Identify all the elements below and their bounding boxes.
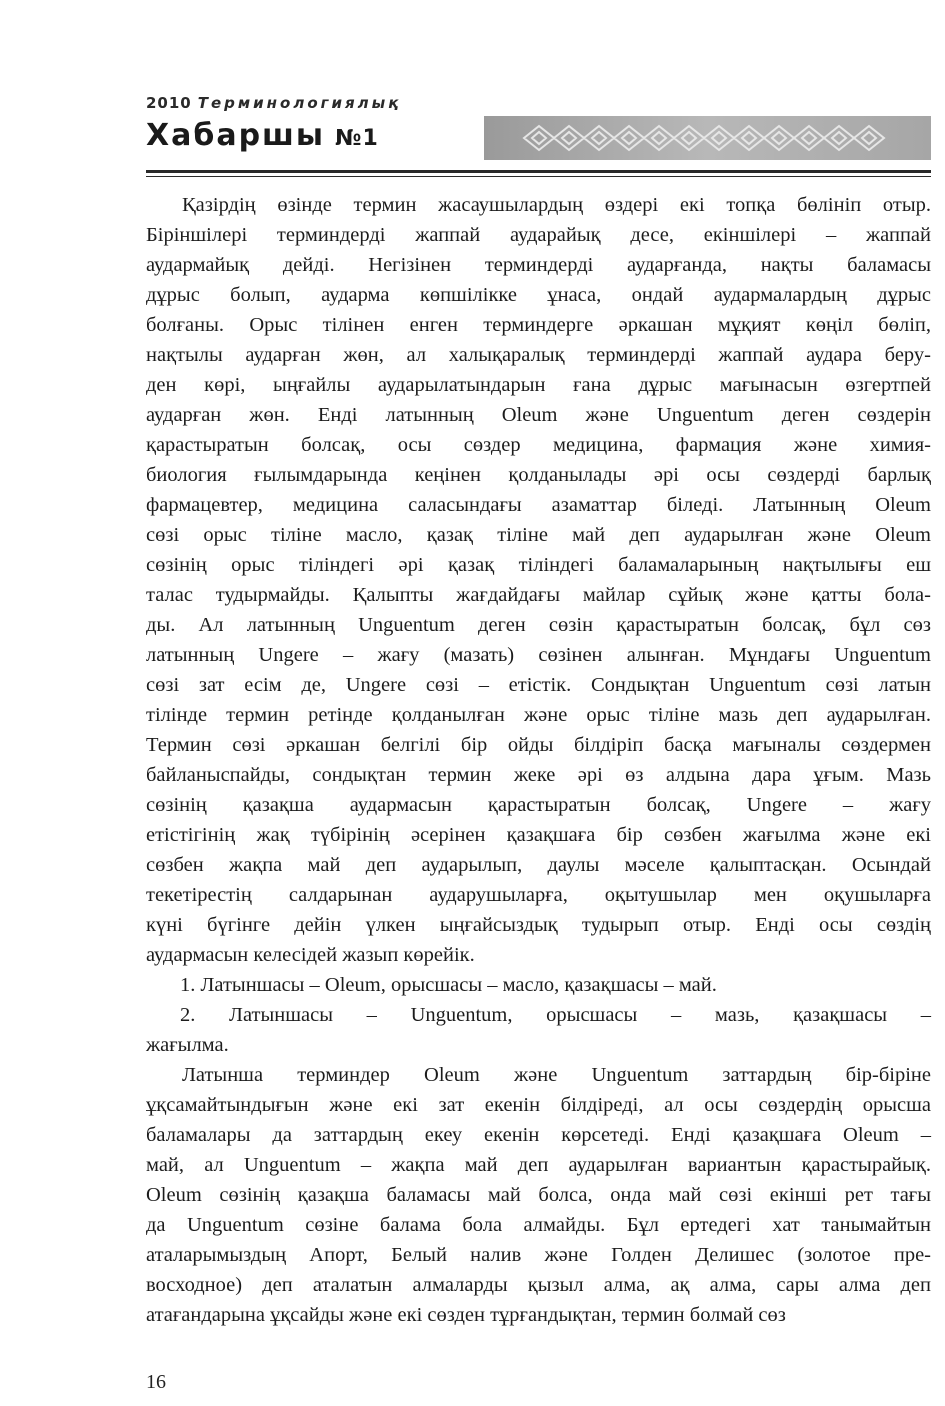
header-title-line: [146, 120, 379, 155]
text-line: 1. Латыншасы – Oleum, орысшасы – масло, қазақшасы – май.: [180, 974, 717, 996]
paragraph: [146, 1060, 931, 1330]
text-line: ден көрі, ыңғайлы аударылатындарын ғана дұрыс мағынасын өзгертпей: [146, 374, 931, 396]
text-line: аталарымыздың Апорт, Белый налив және Голден Делишес (золотое пре-: [146, 1244, 931, 1266]
text-line: сөзбен жақпа май деп аударылып, даулы мәселе қалыптасқан. Осындай: [146, 854, 931, 876]
text-line: қарастыратын болсақ, осы сөздер медицина, фармация және химия-: [146, 434, 931, 456]
header-year: 2010: [146, 94, 192, 112]
text-line: байланыспайды, сондықтан термин жеке әрі өз алдына дара ұғым. Мазь: [146, 764, 931, 786]
text-line: сөзінің орыс тіліндегі әрі қазақ тіліндегі баламаларының нақтылығы еш: [146, 554, 931, 576]
paragraph: [146, 190, 931, 970]
text-line: да Unguentum сөзіне балама бола алмайды. Бұл ертедегі хат танымайтын: [146, 1214, 931, 1236]
article-body: [146, 190, 931, 1330]
text-line: тілінде термин ретінде қолданылған және орыс тіліне мазь деп аударылған.: [146, 704, 931, 726]
header-rule-thin: [146, 176, 931, 177]
text-line: Біріншілері терминдерді жаппай аударайық десе, екіншілері – жаппай: [146, 224, 931, 246]
text-line: күні бүгінге дейін үлкен ыңғайсыздық тудырып отыр. Енді осы сөздің: [146, 914, 931, 936]
text-line: аудармасын келесідей жазып көрейік.: [146, 944, 475, 966]
text-line: ұқсамайтындығын және екі зат екенін білдіреді, ал осы сөздердің орысша: [146, 1094, 931, 1116]
text-line: болғаны. Орыс тілінен енген терминдерге әркашан мұқият көңіл бөліп,: [146, 314, 931, 336]
text-line: Латынша терминдер Oleum және Unguentum заттардың бір-біріне: [182, 1064, 931, 1086]
text-line: 2. Латыншасы – Unguentum, орысшасы – мазь, қазақшасы –: [180, 1004, 931, 1026]
ornament-band: [484, 116, 931, 160]
header-rule-thick: [146, 170, 931, 173]
text-line: латынның Ungere – жағу (мазать) сөзінен алынған. Мұндағы Unguentum: [146, 644, 931, 666]
text-line: восходное) деп аталатын алмаларды қызыл алма, ақ алма, сары алма деп: [146, 1274, 931, 1296]
text-line: ды. Ал латынның Unguentum деген сөзін қарастыратын болсақ, бұл сөз: [146, 614, 931, 636]
header-journal-line: [146, 94, 401, 112]
page-number: 16: [146, 1371, 166, 1393]
text-line: нақтылы аударған жөн, ал халықаралық терминдерді жаппай аудара беру-: [146, 344, 931, 366]
text-line: фармацевтер, медицина саласындағы азаматтар біледі. Латынның Oleum: [146, 494, 931, 516]
text-line: сөзі зат есім де, Ungere сөзі – етістік. Сондықтан Unguentum сөзі латын: [146, 674, 931, 696]
text-line: сөзі орыс тіліне масло, қазақ тіліне май деп аударылған және Oleum: [146, 524, 931, 546]
text-line: Қазірдің өзінде термин жасаушылардың өздері екі топқа бөлініп отыр.: [182, 194, 931, 216]
text-line: атағандарына ұқсайды және екі сөзден тұрғандықтан, термин болмай сөз: [146, 1304, 786, 1326]
text-line: аудармайық дейді. Негізінен терминдерді аударғанда, нақты баламасы: [146, 254, 931, 276]
text-line: текетірестің салдарынан аударушыларға, оқытушылар мен оқушыларға: [146, 884, 931, 906]
text-line: баламалары да заттардың екеу екенін көрсетеді. Енді қазақшаға Oleum –: [146, 1124, 931, 1146]
list-item: [146, 1000, 931, 1060]
page-header: [146, 94, 931, 174]
text-line: етістігінің жақ түбірінің әсерінен қазақшаға бір сөзбен жағылма және екі: [146, 824, 931, 846]
text-line: Термин сөзі әркашан белгілі бір ойды білдіріп басқа мағыналы сөздермен: [146, 734, 931, 756]
text-line: Oleum сөзінің қазақша баламасы май болса, онда май сөзі екінші рет тағы: [146, 1184, 931, 1206]
text-line: сөзінің қазақша аудармасын қарастыратын болсақ, Ungere – жағу: [146, 794, 931, 816]
text-line: биология ғылымдарында кеңінен қолданылады әрі осы сөздерді барлық: [146, 464, 931, 486]
header-title: Хабаршы: [146, 118, 326, 153]
text-line: май, ал Unguentum – жақпа май деп аударылған вариантын қарастырайық.: [146, 1154, 931, 1176]
header-number: №1: [335, 126, 379, 151]
text-line: талас тудырмайды. Қалыпты жағдайдағы майлар сұйық және қатты бола-: [146, 584, 931, 606]
text-line: жағылма.: [146, 1034, 229, 1056]
text-line: аударған жөн. Енді латынның Oleum және Unguentum деген сөздерін: [146, 404, 931, 426]
text-line: дұрыс болып, аударма көпшілікке ұнаса, ондай аудармалардың дұрыс: [146, 284, 931, 306]
ornament-pattern-icon: [484, 116, 931, 160]
list-item: [146, 970, 931, 1000]
header-series: Терминологиялық: [197, 94, 402, 112]
